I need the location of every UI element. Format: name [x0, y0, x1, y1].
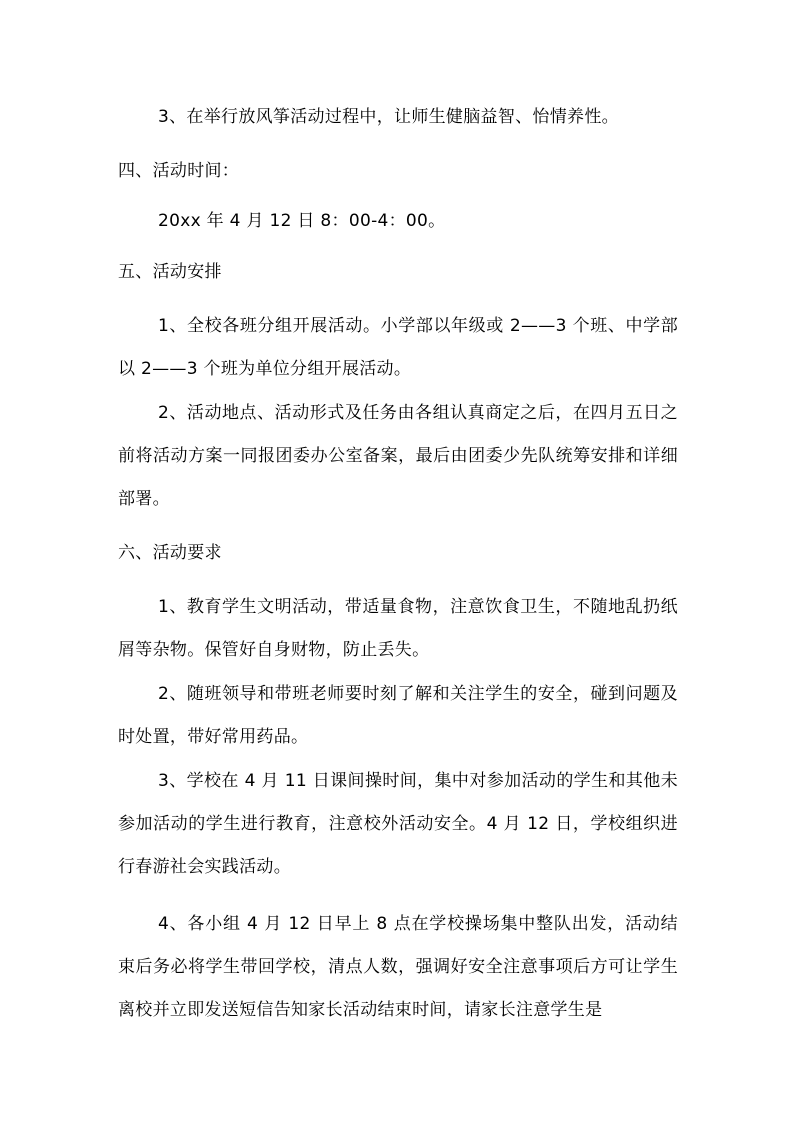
section-heading-activity-arrangement: 五、活动安排 — [118, 262, 222, 282]
paragraph-requirement-3: 3、学校在 4 月 11 日课间操时间，集中对参加活动的学生和其他未参加活动的学生进行教育，注意校外活动安全。4 月 12 日，学校组织进行春游社会实践活动。 — [118, 771, 678, 877]
paragraph-arrangement-1: 1、全校各班分组开展活动。小学部以年级或 2——3 个班、中学部以 2——3 个班为单位分组开展活动。 — [118, 316, 678, 379]
section-heading-activity-time: 四、活动时间： — [118, 161, 240, 181]
paragraph-kite-activity-goal: 3、在举行放风筝活动过程中，让师生健脑益智、怡情养性。 — [158, 107, 619, 127]
paragraph-arrangement-2: 2、活动地点、活动形式及任务由各组认真商定之后，在四月五日之前将活动方案一同报团委办公室备案，最后由团委少先队统筹安排和详细部署。 — [118, 403, 678, 509]
paragraph-activity-time: 20xx 年 4 月 12 日 8：00-4：00。 — [158, 211, 446, 231]
section-heading-activity-requirements: 六、活动要求 — [118, 543, 222, 563]
paragraph-requirement-1: 1、教育学生文明活动，带适量食物，注意饮食卫生，不随地乱扔纸屑等杂物。保管好自身财物，防止丢失。 — [118, 597, 678, 660]
paragraph-requirement-2: 2、随班领导和带班老师要时刻了解和关注学生的安全，碰到问题及时处置，带好常用药品。 — [118, 684, 678, 747]
paragraph-requirement-4: 4、各小组 4 月 12 日早上 8 点在学校操场集中整队出发，活动结束后务必将学生带回学校，清点人数，强调好安全注意事项后方可让学生离校并立即发送短信告知家长活动结束时间，请家长注意学生是 — [118, 914, 678, 1020]
